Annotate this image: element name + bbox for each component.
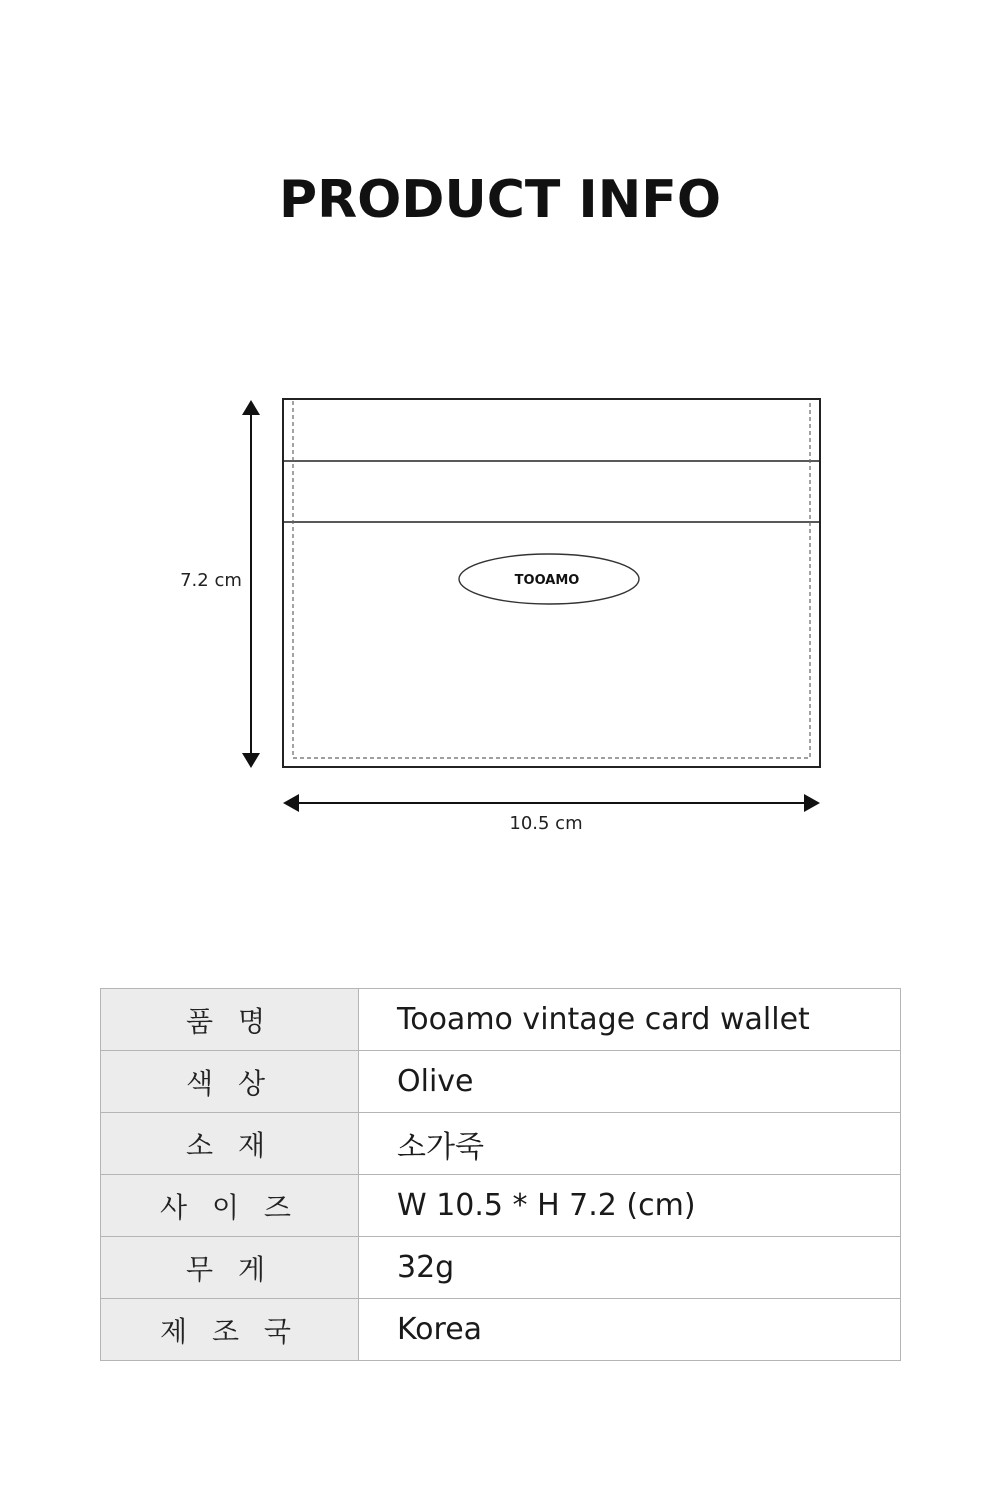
- table-row: [101, 989, 901, 1051]
- spec-value: 소가죽: [359, 1113, 901, 1175]
- spec-value: 32g: [359, 1237, 901, 1299]
- width-label: 10.5 cm: [509, 813, 583, 834]
- table-row: [101, 1051, 901, 1113]
- table-row: [101, 1237, 901, 1299]
- height-label: 7.2 cm: [180, 570, 242, 591]
- spec-table: [100, 988, 901, 1361]
- spec-value: Tooamo vintage card wallet: [359, 989, 901, 1051]
- spec-label: 품 명: [101, 989, 359, 1051]
- spec-value: Korea: [359, 1299, 901, 1361]
- spec-label: 제 조 국: [101, 1299, 359, 1361]
- spec-label: 소 재: [101, 1113, 359, 1175]
- arrow-left-icon: [283, 794, 299, 812]
- spec-value: W 10.5 * H 7.2 (cm): [359, 1175, 901, 1237]
- spec-label: 색 상: [101, 1051, 359, 1113]
- logo-text: TOOAMO: [514, 573, 580, 588]
- table-row: [101, 1113, 901, 1175]
- table-row: [101, 1299, 901, 1361]
- arrow-up-icon: [242, 400, 260, 415]
- spec-label: 사 이 즈: [101, 1175, 359, 1237]
- spec-value: Olive: [359, 1051, 901, 1113]
- table-row: [101, 1175, 901, 1237]
- page-title: PRODUCT INFO: [278, 170, 722, 230]
- arrow-down-icon: [242, 753, 260, 768]
- arrow-right-icon: [804, 794, 820, 812]
- spec-label: 무 게: [101, 1237, 359, 1299]
